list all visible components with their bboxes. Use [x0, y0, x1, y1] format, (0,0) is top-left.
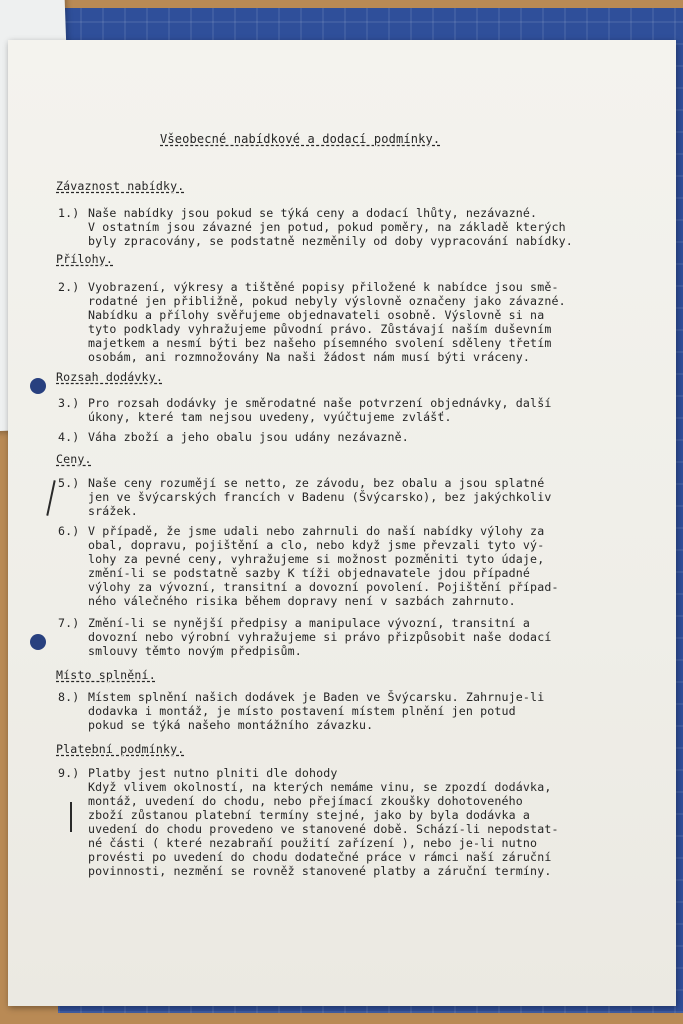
- item-line: zboží zůstanou platební termíny stejné, jako by byla dodávka a: [88, 808, 531, 822]
- item-line: srážek.: [88, 504, 138, 518]
- item-line: lohy za pevné ceny, vyhražujeme si možnost pozměniti tyto údaje,: [88, 552, 545, 566]
- item-line: V případě, že jsme udali nebo zahrnuli do naší nabídky výlohy za: [88, 524, 545, 538]
- item-line: pokud se týká našeho montážního závazku.: [88, 718, 374, 732]
- item-line: rodatné jen přibližně, pokud nebyly výslovně označeny jako závazné.: [88, 294, 566, 308]
- section-heading: Ceny.: [56, 452, 92, 466]
- page-title: Všeobecné nabídkové a dodací podmínky.: [160, 132, 441, 146]
- item-number: 5.): [58, 476, 80, 490]
- item-line: obal, dopravu, pojištění a clo, nebo když jsme převzali tyto vý-: [88, 538, 545, 552]
- item-line: tyto podklady vyhražujeme původní právo. Zůstávají naším duševním: [88, 322, 552, 336]
- item-line: Váha zboží a jeho obalu jsou udány nezávazně.: [88, 430, 409, 444]
- item-line: Změní-li se nynější předpisy a manipulace vývozní, transitní a: [88, 616, 531, 630]
- item-line: né části ( které nezabraňí použití zařízení ), nebo je-li nutno: [88, 836, 538, 850]
- item-line: Místem splnění našich dodávek je Baden ve Švýcarsku. Zahrnuje-li: [88, 690, 545, 704]
- item-number: 2.): [58, 280, 80, 294]
- section-heading: Místo splnění.: [56, 668, 156, 682]
- item-line: Pro rozsah dodávky je směrodatné naše potvrzení objednávky, další: [88, 396, 552, 410]
- item-line: povinnosti, nezmění se rovněž stanovené platby a záruční termíny.: [88, 864, 552, 878]
- item-line: byly zpracovány, se podstatně nezměnily od doby vypracování nabídky.: [88, 234, 573, 248]
- item-line: ného válečného risika během dopravy není v sazbách zahrnuto.: [88, 594, 516, 608]
- item-line: majetkem a nesmí býti bez našeho písemného svolení sděleny třetím: [88, 336, 552, 350]
- item-line: Platby jest nutno plniti dle dohody: [88, 766, 338, 780]
- item-line: uvedení do chodu provedeno ve stanovené době. Schází-li nepodstat-: [88, 822, 559, 836]
- section-heading: Přílohy.: [56, 252, 114, 266]
- punch-hole: [30, 634, 46, 650]
- pen-mark: [46, 480, 55, 516]
- item-line: montáž, uvedení do chodu, nebo přejímací zkoušky dohotoveného: [88, 794, 523, 808]
- item-number: 1.): [58, 206, 80, 220]
- pen-mark: [70, 802, 72, 832]
- item-line: Nabídku a přílohy svěřujeme objednavateli osobně. Výslovně si na: [88, 308, 545, 322]
- section-heading: Platební podmínky.: [56, 742, 185, 756]
- item-line: smlouvy těmto novým předpisům.: [88, 644, 302, 658]
- document-page: [8, 40, 676, 1006]
- punch-hole: [30, 378, 46, 394]
- item-line: jen ve švýcarských francích v Badenu (Švýcarsko), bez jakýchkoliv: [88, 490, 552, 504]
- item-line: dovozní nebo výrobní vyhražujeme si právo přizpůsobit naše dodací: [88, 630, 552, 644]
- item-line: osobám, ani rozmnožovány Na naši žádost nám musí býti vráceny.: [88, 350, 531, 364]
- item-line: V ostatním jsou závazné jen potud, pokud poměry, na základě kterých: [88, 220, 566, 234]
- item-line: výlohy za vývozní, transitní a dovozní povolení. Pojištění případ-: [88, 580, 559, 594]
- item-line: Naše nabídky jsou pokud se týká ceny a dodací lhůty, nezávazné.: [88, 206, 538, 220]
- item-line: Vyobrazení, výkresy a tištěné popisy přiložené k nabídce jsou smě-: [88, 280, 559, 294]
- item-number: 4.): [58, 430, 80, 444]
- item-line: provésti po uvedení do chodu dodatečné práce v rámci naší záruční: [88, 850, 552, 864]
- item-line: dodavka i montáž, je místo postavení místem plnění jen potud: [88, 704, 516, 718]
- item-number: 9.): [58, 766, 80, 780]
- item-number: 8.): [58, 690, 80, 704]
- section-heading: Rozsah dodávky.: [56, 370, 163, 384]
- item-line: změní-li se podstatně sazby K tíži objednavatele jdou případné: [88, 566, 531, 580]
- item-number: 3.): [58, 396, 80, 410]
- section-heading: Závaznost nabídky.: [56, 179, 185, 193]
- item-number: 7.): [58, 616, 80, 630]
- item-line: úkony, které tam nejsou uvedeny, vyúčtujeme zvlášť.: [88, 410, 452, 424]
- item-line: Když vlivem okolností, na kterých nemáme vinu, se zpozdí dodávka,: [88, 780, 552, 794]
- item-number: 6.): [58, 524, 80, 538]
- item-line: Naše ceny rozumějí se netto, ze závodu, bez obalu a jsou splatné: [88, 476, 545, 490]
